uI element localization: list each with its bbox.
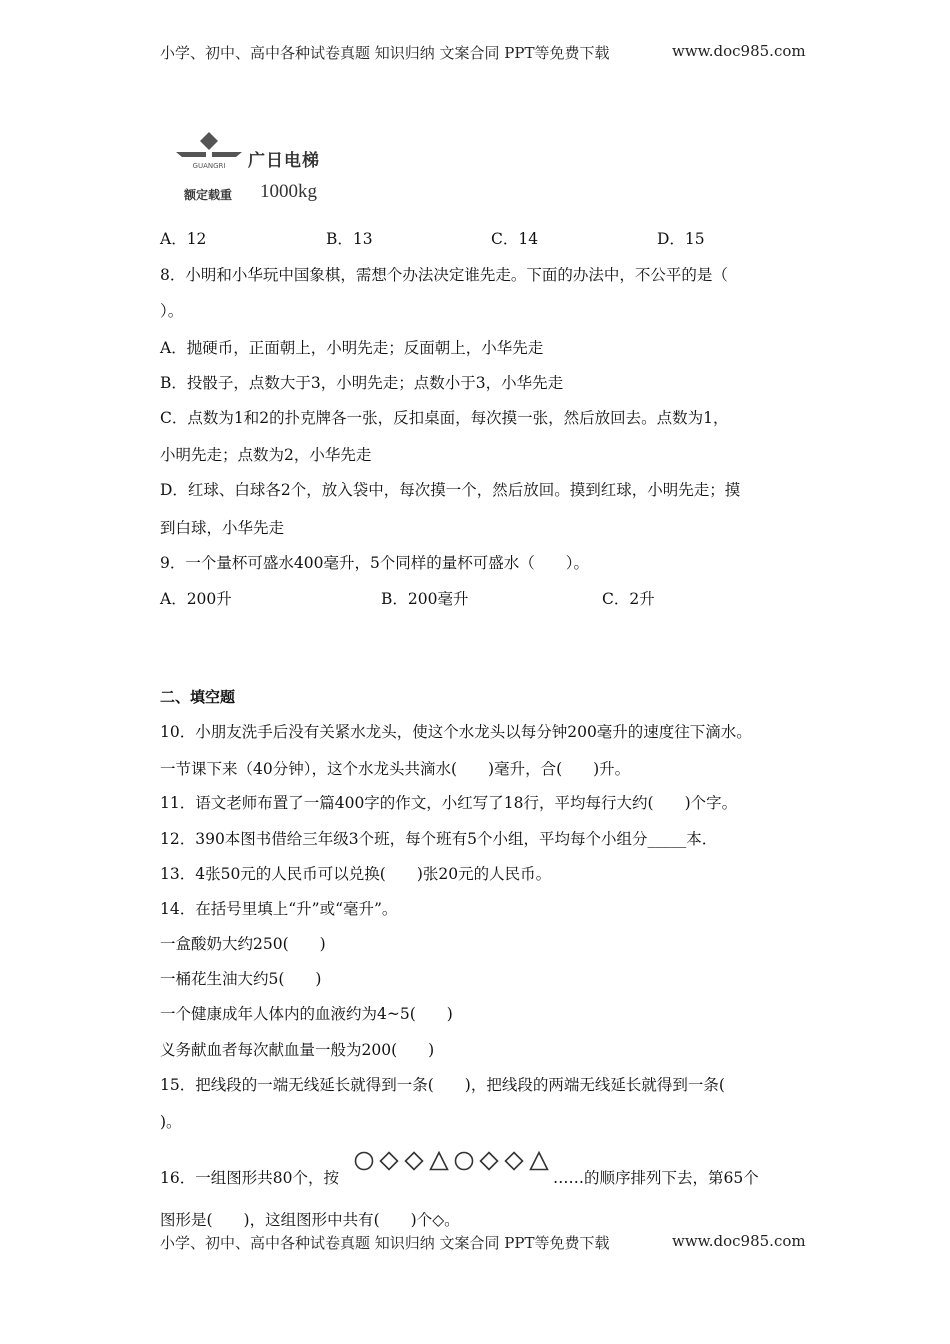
q14-item: 义务献血者每次献血量一般为200( ) <box>160 1041 435 1059</box>
shape-pattern <box>353 1150 553 1174</box>
q7-option-b: B．13 <box>326 230 373 248</box>
q10-stem: 10．小朋友洗手后没有关紧水龙头，使这个水龙头以每分钟200毫升的速度往下滴水。 <box>160 723 752 741</box>
q12-stem: 12．390本图书借给三年级3个班，每个班有5个小组，平均每个小组分_____本． <box>160 830 718 848</box>
q14-item: 一盒酸奶大约250( ) <box>160 935 326 953</box>
q8-option-b: B．投骰子，点数大于3，小明先走；点数小于3，小华先走 <box>160 374 564 392</box>
q9-option-c: C．2升 <box>602 590 655 608</box>
page-footer-left: 小学、初中、高中各种试卷真题 知识归纳 文案合同 PPT等免费下载 <box>160 1234 610 1252</box>
q9-option-b: B．200毫升 <box>381 590 469 608</box>
q9-option-a: A．200升 <box>160 590 232 608</box>
q15-stem: 15．把线段的一端无线延长就得到一条( )，把线段的两端无线延长就得到一条( <box>160 1076 725 1094</box>
q10-stem-cont: 一节课下来（40分钟），这个水龙头共滴水( )毫升，合( )升。 <box>160 760 631 778</box>
q8-stem-cont: ）。 <box>160 302 184 320</box>
q7-option-c: C．14 <box>491 230 539 248</box>
q14-stem: 14．在括号里填上“升”或“毫升”。 <box>160 900 398 918</box>
q8-stem: 8．小明和小华玩中国象棋，需想个办法决定谁先走。下面的办法中，不公平的是（ <box>160 266 728 284</box>
q7-option-a: A．12 <box>160 230 207 248</box>
q16-stem-prefix: 16．一组图形共80个，按 <box>160 1169 339 1187</box>
q11-stem: 11．语文老师布置了一篇400字的作文，小红写了18行，平均每行大约( )个字。 <box>160 794 738 812</box>
q8-option-c-cont: 小明先走；点数为2，小华先走 <box>160 446 372 464</box>
q16-stem-suffix: ……的顺序排列下去，第65个 <box>553 1169 759 1187</box>
q8-option-d-cont: 到白球，小华先走 <box>160 519 285 537</box>
q8-option-d: D．红球、白球各2个，放入袋中，每次摸一个，然后放回。摸到红球，小明先走；摸 <box>160 481 741 499</box>
section-title-fill-blank: 二、填空题 <box>160 688 236 706</box>
page-header-left: 小学、初中、高中各种试卷真题 知识归纳 文案合同 PPT等免费下载 <box>160 44 610 62</box>
page-footer-url: www.doc985.com <box>672 1232 806 1250</box>
q16-stem-cont: 图形是( )，这组图形中共有( )个◇。 <box>160 1211 460 1229</box>
logo-brand: 广日电梯 <box>248 151 320 171</box>
triangle-shape-icon <box>531 1153 548 1170</box>
logo-brand-small: GUANGRI <box>192 162 226 170</box>
rated-load-value: 1000kg <box>260 181 317 202</box>
page-header-url: www.doc985.com <box>672 42 806 60</box>
q14-item: 一个健康成年人体内的血液约为4~5( ) <box>160 1005 453 1023</box>
q9-stem: 9．一个量杯可盛水400毫升，5个同样的量杯可盛水（ ）。 <box>160 554 590 572</box>
q8-option-c: C．点数为1和2的扑克牌各一张，反扣桌面，每次摸一张，然后放回去。点数为1， <box>160 409 729 427</box>
q14-item: 一桶花生油大约5( ) <box>160 970 322 988</box>
triangle-shape-icon <box>431 1153 448 1170</box>
q13-stem: 13．4张50元的人民币可以兑换( )张20元的人民币。 <box>160 865 552 883</box>
diamond-shape-icon <box>506 1153 523 1170</box>
q8-option-a: A．抛硬币，正面朝上，小明先走；反面朝上，小华先走 <box>160 339 544 357</box>
diamond-shape-icon <box>381 1153 398 1170</box>
circle-shape-icon <box>356 1153 373 1170</box>
guangri-logo-icon <box>174 130 244 172</box>
elevator-nameplate-image <box>172 128 342 208</box>
q7-option-d: D．15 <box>657 230 705 248</box>
circle-shape-icon <box>456 1153 473 1170</box>
diamond-shape-icon <box>406 1153 423 1170</box>
q15-stem-cont: )。 <box>160 1113 182 1131</box>
diamond-shape-icon <box>481 1153 498 1170</box>
rated-load-label: 额定载重 <box>184 188 233 202</box>
